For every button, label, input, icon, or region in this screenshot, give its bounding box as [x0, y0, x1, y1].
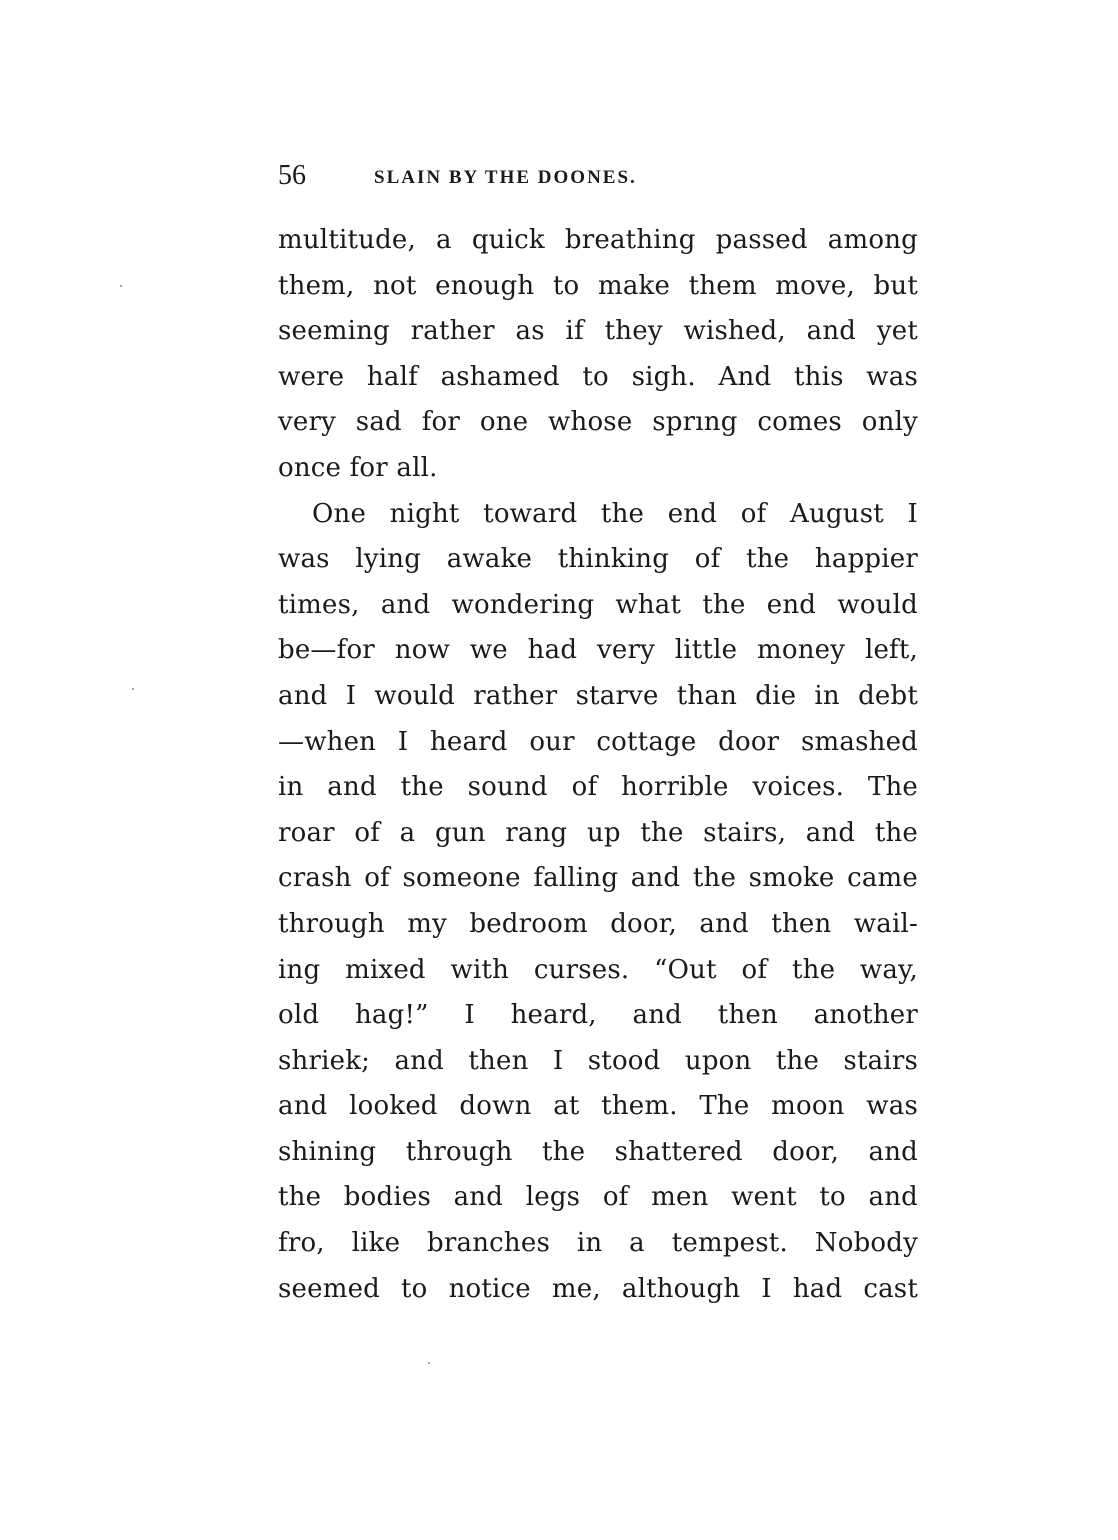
text-line: shining through the shattered door, and: [278, 1136, 918, 1167]
text-line: through my bedroom door, and then wail-: [278, 908, 918, 939]
text-line: multitude, a quick breathing passed among: [278, 225, 918, 255]
text-line: once for all.: [278, 452, 438, 483]
text-line: and I would rather starve than die in debt: [278, 680, 918, 711]
text-line: —when I heard our cottage door smashed: [278, 726, 918, 757]
text-line: seeming rather as if they wished, and yet: [278, 316, 918, 347]
page-header: [278, 160, 918, 200]
scan-speck: [132, 688, 134, 690]
text-line: very sad for one whose sprıng comes only: [278, 407, 918, 438]
text-line: was lying awake thinking of the happier: [278, 544, 918, 575]
text-line: old hag!” I heard, and then another: [278, 1000, 918, 1031]
text-line: shriek; and then I stood upon the stairs: [278, 1045, 918, 1076]
text-line: One night toward the end of August I: [312, 498, 918, 529]
text-line: crash of someone falling and the smoke came: [278, 863, 918, 894]
text-line: in and the sound of horrible voices. The: [278, 772, 918, 803]
text-line: be—for now we had very little money left,: [278, 635, 918, 666]
body-text: [278, 218, 918, 1312]
text-line: were half ashamed to sigh. And this was: [278, 361, 918, 392]
text-line: and looked down at them. The moon was: [278, 1091, 918, 1122]
scan-speck: [428, 1362, 430, 1364]
text-line: fro, like branches in a tempest. Nobody: [278, 1228, 918, 1259]
text-line: the bodies and legs of men went to and: [278, 1182, 918, 1213]
running-head: SLAIN BY THE DOONES.: [374, 167, 637, 188]
text-line: times, and wondering what the end would: [278, 589, 918, 620]
text-line: ing mixed with curses. “Out of the way,: [278, 954, 918, 985]
text-line: seemed to notice me, although I had cast: [278, 1273, 918, 1304]
page-number: 56: [278, 160, 306, 191]
scan-speck: [120, 285, 122, 287]
text-line: them, not enough to make them move, but: [278, 270, 918, 301]
text-line: roar of a gun rang up the stairs, and the: [278, 817, 918, 848]
